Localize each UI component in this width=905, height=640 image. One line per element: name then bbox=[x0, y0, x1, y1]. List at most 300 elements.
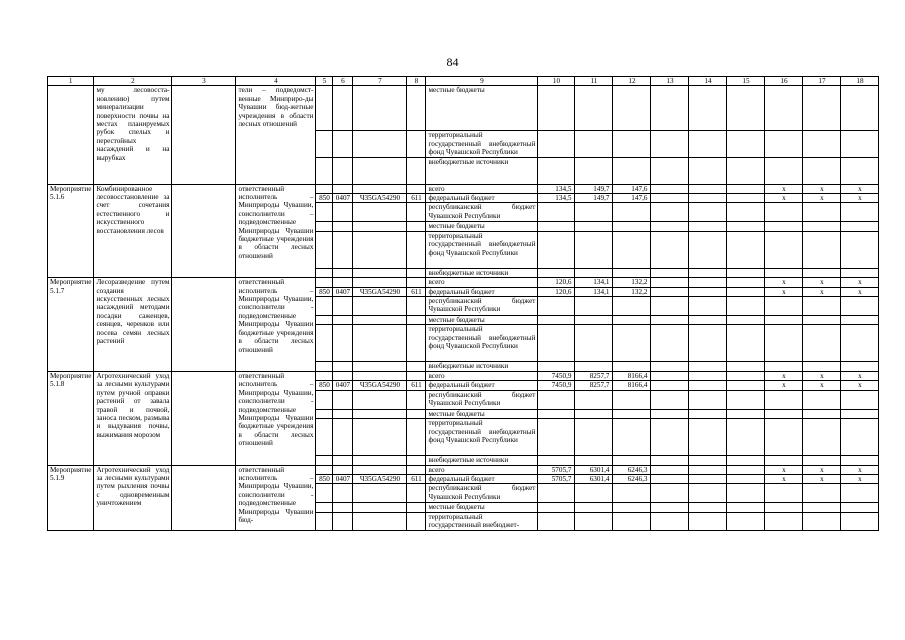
value-cell: 120,6 bbox=[538, 278, 575, 287]
funding-source-cell: территориальный государственный внебюджетный фонд Чувашской Республики bbox=[426, 131, 538, 157]
budget-code-cell bbox=[316, 131, 333, 157]
mark-cell bbox=[803, 362, 841, 371]
budget-code-cell: 611 bbox=[407, 381, 426, 390]
budget-code-cell bbox=[316, 86, 333, 131]
mark-cell bbox=[765, 203, 803, 222]
funding-source-cell: федеральный бюджет bbox=[426, 474, 538, 483]
budget-code-cell bbox=[353, 456, 407, 465]
mark-cell bbox=[841, 362, 879, 371]
value-cell bbox=[689, 287, 727, 296]
column-number-header: 10 bbox=[538, 77, 575, 86]
mark-cell: x bbox=[803, 381, 841, 390]
mark-cell bbox=[765, 316, 803, 325]
value-cell bbox=[689, 465, 727, 474]
executor-cell: ответственный исполнитель – Минприроды Чувашии, соисполнители – подведомственные Минприроды Чувашии бюджетные учреждения в области лесных отношений bbox=[236, 184, 316, 278]
event-type-cell bbox=[48, 86, 94, 184]
value-cell bbox=[575, 503, 613, 512]
mark-cell bbox=[765, 503, 803, 512]
funding-source-cell: местные бюджеты bbox=[426, 86, 538, 131]
budget-code-cell bbox=[353, 278, 407, 287]
value-cell bbox=[651, 419, 689, 456]
value-cell: 6246,3 bbox=[613, 465, 651, 474]
value-cell: 134,5 bbox=[538, 194, 575, 203]
value-cell bbox=[651, 203, 689, 222]
mark-cell: x bbox=[841, 371, 879, 380]
mark-cell: x bbox=[841, 184, 879, 193]
budget-code-cell bbox=[333, 278, 353, 287]
empty-cell bbox=[172, 465, 236, 530]
value-cell bbox=[727, 278, 765, 287]
value-cell: 6301,4 bbox=[575, 465, 613, 474]
value-cell: 8166,4 bbox=[613, 371, 651, 380]
mark-cell: x bbox=[841, 194, 879, 203]
value-cell bbox=[613, 131, 651, 157]
mark-cell bbox=[765, 297, 803, 316]
mark-cell: x bbox=[765, 371, 803, 380]
value-cell bbox=[689, 419, 727, 456]
budget-code-cell bbox=[333, 231, 353, 268]
value-cell bbox=[651, 316, 689, 325]
budget-code-cell bbox=[333, 409, 353, 418]
budget-code-cell bbox=[353, 390, 407, 409]
funding-source-cell: территориальный государственный внебюджетный фонд Чувашской Республики bbox=[426, 325, 538, 362]
funding-source-cell: всего bbox=[426, 278, 538, 287]
budget-code-cell bbox=[316, 456, 333, 465]
value-cell: 147,6 bbox=[613, 194, 651, 203]
budget-code-cell bbox=[316, 512, 333, 530]
value-cell bbox=[727, 157, 765, 184]
value-cell bbox=[651, 512, 689, 530]
value-cell bbox=[689, 484, 727, 503]
value-cell: 7450,9 bbox=[538, 371, 575, 380]
value-cell bbox=[689, 297, 727, 316]
mark-cell bbox=[841, 231, 879, 268]
column-number-header: 14 bbox=[689, 77, 727, 86]
value-cell bbox=[575, 316, 613, 325]
value-cell bbox=[538, 409, 575, 418]
budget-code-cell bbox=[407, 86, 426, 131]
budget-code-cell: 611 bbox=[407, 194, 426, 203]
budget-code-cell bbox=[407, 278, 426, 287]
value-cell bbox=[575, 86, 613, 131]
budget-code-cell bbox=[333, 465, 353, 474]
value-cell bbox=[613, 362, 651, 371]
budget-code-cell bbox=[333, 131, 353, 157]
value-cell bbox=[689, 231, 727, 268]
value-cell bbox=[689, 203, 727, 222]
value-cell bbox=[727, 86, 765, 131]
empty-cell bbox=[172, 184, 236, 278]
budget-code-cell bbox=[353, 512, 407, 530]
value-cell: 6301,4 bbox=[575, 474, 613, 483]
budget-code-cell bbox=[407, 325, 426, 362]
mark-cell bbox=[841, 297, 879, 316]
budget-code-cell bbox=[353, 222, 407, 231]
budget-code-cell bbox=[333, 86, 353, 131]
value-cell bbox=[651, 362, 689, 371]
value-cell bbox=[651, 131, 689, 157]
column-number-header: 4 bbox=[236, 77, 316, 86]
budget-code-cell: 850 bbox=[316, 474, 333, 483]
value-cell bbox=[651, 390, 689, 409]
value-cell: 8257,7 bbox=[575, 381, 613, 390]
mark-cell bbox=[841, 512, 879, 530]
budget-code-cell bbox=[316, 157, 333, 184]
mark-cell: x bbox=[765, 194, 803, 203]
column-number-header: 9 bbox=[426, 77, 538, 86]
funding-source-cell: внебюджетные источники bbox=[426, 157, 538, 184]
budget-code-cell bbox=[407, 371, 426, 380]
mark-cell bbox=[803, 316, 841, 325]
budget-code-cell bbox=[407, 512, 426, 530]
budget-code-cell bbox=[333, 371, 353, 380]
mark-cell bbox=[803, 409, 841, 418]
mark-cell: x bbox=[765, 184, 803, 193]
value-cell bbox=[575, 157, 613, 184]
budget-code-cell bbox=[353, 268, 407, 277]
value-cell bbox=[613, 86, 651, 131]
value-cell bbox=[689, 278, 727, 287]
mark-cell bbox=[803, 325, 841, 362]
value-cell bbox=[651, 278, 689, 287]
column-number-header: 18 bbox=[841, 77, 879, 86]
value-cell bbox=[727, 465, 765, 474]
mark-cell bbox=[765, 456, 803, 465]
value-cell bbox=[538, 316, 575, 325]
budget-code-cell bbox=[407, 465, 426, 474]
column-number-header: 5 bbox=[316, 77, 333, 86]
mark-cell bbox=[765, 222, 803, 231]
budget-code-cell bbox=[407, 184, 426, 193]
funding-source-cell: местные бюджеты bbox=[426, 503, 538, 512]
mark-cell bbox=[803, 390, 841, 409]
value-cell bbox=[803, 86, 841, 131]
value-cell bbox=[689, 381, 727, 390]
value-cell: 132,2 bbox=[613, 278, 651, 287]
value-cell bbox=[689, 409, 727, 418]
budget-code-cell: 0407 bbox=[333, 474, 353, 483]
mark-cell: x bbox=[841, 287, 879, 296]
event-name-cell: Агротехнический уход за лесными культурами путем рыхления почвы с одновременным уничтожением bbox=[94, 465, 172, 530]
budget-code-cell bbox=[316, 371, 333, 380]
value-cell bbox=[651, 231, 689, 268]
budget-code-cell bbox=[353, 203, 407, 222]
value-cell bbox=[841, 131, 879, 157]
mark-cell bbox=[765, 268, 803, 277]
value-cell bbox=[575, 203, 613, 222]
value-cell bbox=[575, 297, 613, 316]
column-number-header: 1 bbox=[48, 77, 94, 86]
value-cell bbox=[613, 203, 651, 222]
value-cell bbox=[613, 503, 651, 512]
value-cell bbox=[689, 362, 727, 371]
value-cell bbox=[727, 325, 765, 362]
budget-code-cell bbox=[407, 419, 426, 456]
funding-source-cell: местные бюджеты bbox=[426, 316, 538, 325]
funding-source-cell: местные бюджеты bbox=[426, 222, 538, 231]
budget-code-cell bbox=[316, 203, 333, 222]
funding-source-cell: республиканский бюджет Чувашской Республики bbox=[426, 203, 538, 222]
value-cell bbox=[651, 222, 689, 231]
budget-code-cell bbox=[333, 503, 353, 512]
mark-cell: x bbox=[803, 184, 841, 193]
mark-cell bbox=[803, 268, 841, 277]
value-cell bbox=[613, 157, 651, 184]
budget-code-cell bbox=[333, 512, 353, 530]
value-cell bbox=[727, 390, 765, 409]
budget-code-cell bbox=[316, 484, 333, 503]
mark-cell bbox=[841, 222, 879, 231]
mark-cell bbox=[841, 503, 879, 512]
mark-cell: x bbox=[803, 278, 841, 287]
column-number-header: 15 bbox=[727, 77, 765, 86]
value-cell bbox=[841, 86, 879, 131]
value-cell bbox=[651, 194, 689, 203]
value-cell bbox=[727, 484, 765, 503]
value-cell bbox=[727, 456, 765, 465]
value-cell bbox=[575, 325, 613, 362]
budget-code-cell bbox=[316, 390, 333, 409]
budget-code-cell bbox=[333, 203, 353, 222]
budget-code-cell bbox=[353, 325, 407, 362]
value-cell bbox=[538, 503, 575, 512]
column-number-header: 11 bbox=[575, 77, 613, 86]
value-cell bbox=[727, 474, 765, 483]
mark-cell: x bbox=[765, 381, 803, 390]
value-cell: 147,6 bbox=[613, 184, 651, 193]
funding-source-cell: всего bbox=[426, 371, 538, 380]
value-cell bbox=[727, 316, 765, 325]
mark-cell bbox=[841, 390, 879, 409]
budget-code-cell bbox=[333, 297, 353, 316]
mark-cell: x bbox=[765, 278, 803, 287]
budget-code-cell bbox=[316, 278, 333, 287]
value-cell: 8166,4 bbox=[613, 381, 651, 390]
value-cell bbox=[575, 456, 613, 465]
funding-source-cell: внебюджетные источники bbox=[426, 268, 538, 277]
budget-code-cell bbox=[316, 268, 333, 277]
event-type-cell: Мероприятие 5.1.6 bbox=[48, 184, 94, 278]
value-cell bbox=[803, 157, 841, 184]
column-number-header: 8 bbox=[407, 77, 426, 86]
empty-cell bbox=[172, 86, 236, 184]
budget-code-cell: Ч35GA54290 bbox=[353, 474, 407, 483]
value-cell bbox=[538, 222, 575, 231]
budget-code-cell bbox=[333, 390, 353, 409]
mark-cell bbox=[765, 325, 803, 362]
budget-code-cell bbox=[407, 131, 426, 157]
table-row bbox=[48, 184, 879, 193]
column-number-header: 17 bbox=[803, 77, 841, 86]
budget-code-cell bbox=[407, 362, 426, 371]
budget-code-cell bbox=[316, 222, 333, 231]
value-cell bbox=[613, 512, 651, 530]
column-number-header: 12 bbox=[613, 77, 651, 86]
budget-code-cell bbox=[333, 419, 353, 456]
value-cell bbox=[727, 512, 765, 530]
budget-code-cell bbox=[353, 371, 407, 380]
column-number-header: 6 bbox=[333, 77, 353, 86]
value-cell: 120,6 bbox=[538, 287, 575, 296]
event-name-cell: Агротехнический уход за лесными культурами путем ручной оправки растений от завала травой и почвой, заноса песком, размыва и выдувания почвы, выжимания морозом bbox=[94, 371, 172, 465]
table-row bbox=[48, 86, 879, 131]
value-cell bbox=[575, 409, 613, 418]
budget-code-cell bbox=[333, 325, 353, 362]
budget-code-cell bbox=[316, 297, 333, 316]
value-cell bbox=[538, 268, 575, 277]
funding-source-cell: федеральный бюджет bbox=[426, 381, 538, 390]
budget-code-cell bbox=[316, 465, 333, 474]
mark-cell bbox=[803, 419, 841, 456]
mark-cell: x bbox=[803, 474, 841, 483]
value-cell bbox=[689, 222, 727, 231]
budget-code-cell bbox=[407, 203, 426, 222]
budget-code-cell bbox=[333, 157, 353, 184]
budget-code-cell: 850 bbox=[316, 287, 333, 296]
budget-code-cell: 850 bbox=[316, 194, 333, 203]
mark-cell: x bbox=[765, 465, 803, 474]
budget-code-cell: 850 bbox=[316, 381, 333, 390]
budget-code-cell bbox=[353, 409, 407, 418]
value-cell bbox=[689, 371, 727, 380]
budget-code-cell bbox=[353, 419, 407, 456]
budget-code-cell: 0407 bbox=[333, 194, 353, 203]
value-cell bbox=[613, 484, 651, 503]
budget-code-cell bbox=[316, 409, 333, 418]
value-cell bbox=[689, 157, 727, 184]
value-cell bbox=[575, 512, 613, 530]
value-cell bbox=[689, 325, 727, 362]
value-cell bbox=[538, 456, 575, 465]
funding-source-cell: территориальный государственный внебюджет- bbox=[426, 512, 538, 530]
budget-code-cell bbox=[407, 222, 426, 231]
value-cell bbox=[538, 131, 575, 157]
program-table bbox=[47, 76, 879, 531]
value-cell bbox=[575, 484, 613, 503]
value-cell bbox=[651, 268, 689, 277]
value-cell bbox=[651, 86, 689, 131]
value-cell bbox=[613, 231, 651, 268]
event-type-cell: Мероприятие 5.1.9 bbox=[48, 465, 94, 530]
mark-cell bbox=[841, 325, 879, 362]
column-number-header: 13 bbox=[651, 77, 689, 86]
budget-code-cell bbox=[333, 456, 353, 465]
value-cell bbox=[727, 222, 765, 231]
value-cell bbox=[689, 184, 727, 193]
value-cell bbox=[651, 184, 689, 193]
budget-code-cell bbox=[316, 503, 333, 512]
funding-source-cell: республиканский бюджет Чувашской Республики bbox=[426, 297, 538, 316]
value-cell bbox=[538, 390, 575, 409]
funding-source-cell: республиканский бюджет Чувашской Республики bbox=[426, 484, 538, 503]
mark-cell bbox=[765, 419, 803, 456]
mark-cell bbox=[803, 222, 841, 231]
value-cell bbox=[727, 297, 765, 316]
budget-code-cell bbox=[316, 362, 333, 371]
mark-cell bbox=[765, 484, 803, 503]
executor-cell: тели – подведомст-венные Минприро-ды Чувашии бюд-жетные учреждения в области лесных отношений bbox=[236, 86, 316, 184]
value-cell bbox=[538, 297, 575, 316]
value-cell bbox=[613, 222, 651, 231]
value-cell: 5705,7 bbox=[538, 465, 575, 474]
value-cell bbox=[727, 194, 765, 203]
funding-source-cell: территориальный государственный внебюджетный фонд Чувашской Республики bbox=[426, 231, 538, 268]
empty-cell bbox=[172, 371, 236, 465]
budget-code-cell bbox=[407, 409, 426, 418]
budget-code-cell: Ч35GA54290 bbox=[353, 287, 407, 296]
funding-source-cell: внебюджетные источники bbox=[426, 362, 538, 371]
value-cell bbox=[613, 268, 651, 277]
budget-code-cell bbox=[407, 157, 426, 184]
mark-cell: x bbox=[841, 381, 879, 390]
mark-cell: x bbox=[841, 474, 879, 483]
budget-code-cell: 611 bbox=[407, 287, 426, 296]
budget-code-cell bbox=[333, 268, 353, 277]
budget-code-cell bbox=[407, 231, 426, 268]
value-cell bbox=[689, 456, 727, 465]
column-number-header: 3 bbox=[172, 77, 236, 86]
value-cell bbox=[613, 297, 651, 316]
value-cell bbox=[727, 184, 765, 193]
mark-cell: x bbox=[803, 465, 841, 474]
value-cell bbox=[727, 231, 765, 268]
budget-code-cell bbox=[333, 222, 353, 231]
budget-code-cell bbox=[353, 157, 407, 184]
value-cell bbox=[727, 362, 765, 371]
budget-code-cell bbox=[407, 484, 426, 503]
value-cell bbox=[575, 419, 613, 456]
funding-source-cell: внебюджетные источники bbox=[426, 456, 538, 465]
value-cell bbox=[727, 203, 765, 222]
value-cell bbox=[689, 268, 727, 277]
budget-code-cell bbox=[316, 325, 333, 362]
funding-source-cell: местные бюджеты bbox=[426, 409, 538, 418]
value-cell bbox=[613, 419, 651, 456]
value-cell: 149,7 bbox=[575, 184, 613, 193]
budget-code-cell bbox=[353, 465, 407, 474]
value-cell bbox=[727, 381, 765, 390]
value-cell bbox=[651, 465, 689, 474]
value-cell bbox=[689, 316, 727, 325]
funding-source-cell: федеральный бюджет bbox=[426, 287, 538, 296]
value-cell bbox=[575, 362, 613, 371]
mark-cell bbox=[803, 484, 841, 503]
funding-source-cell: всего bbox=[426, 184, 538, 193]
budget-code-cell: 0407 bbox=[333, 381, 353, 390]
value-cell bbox=[651, 503, 689, 512]
mark-cell: x bbox=[841, 465, 879, 474]
value-cell bbox=[689, 474, 727, 483]
value-cell: 132,2 bbox=[613, 287, 651, 296]
budget-code-cell bbox=[316, 419, 333, 456]
value-cell bbox=[689, 131, 727, 157]
funding-source-cell: федеральный бюджет bbox=[426, 194, 538, 203]
empty-cell bbox=[172, 278, 236, 372]
budget-code-cell bbox=[353, 231, 407, 268]
event-name-cell: Лесоразведение путем создания искусственных лесных насаждений методами посадки саженцев, сеянцев, черенков или посева семян лесных растений bbox=[94, 278, 172, 372]
value-cell: 149,7 bbox=[575, 194, 613, 203]
funding-source-cell: территориальный государственный внебюджетный фонд Чувашской Республики bbox=[426, 419, 538, 456]
value-cell bbox=[727, 371, 765, 380]
value-cell bbox=[651, 371, 689, 380]
value-cell bbox=[689, 503, 727, 512]
mark-cell bbox=[765, 390, 803, 409]
value-cell bbox=[613, 409, 651, 418]
value-cell bbox=[538, 86, 575, 131]
mark-cell bbox=[765, 231, 803, 268]
budget-code-cell bbox=[353, 86, 407, 131]
mark-cell bbox=[803, 203, 841, 222]
